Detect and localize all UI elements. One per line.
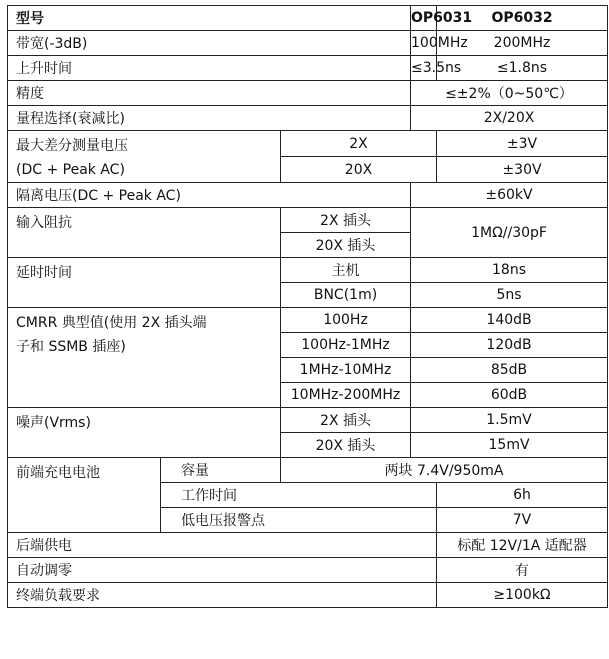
delay-time-item: BNC(1m) — [281, 283, 411, 308]
range-select-label: 量程选择(衰减比) — [8, 106, 411, 131]
rear-power-row — [8, 533, 608, 558]
cmrr-value: 85dB — [411, 358, 608, 383]
delay-time-value: 18ns — [411, 258, 608, 283]
front-battery-value: 两块 7.4V/950mA — [281, 458, 608, 483]
auto-zero-label: 自动调零 — [8, 558, 437, 583]
front-battery-item: 工作时间 — [161, 483, 437, 508]
cmrr-value: 60dB — [411, 383, 608, 408]
rear-power-value: 标配 12V/1A 适配器 — [437, 533, 608, 558]
front-battery-label: 前端充电电池 — [8, 458, 161, 533]
cmrr-freq: 1MHz-10MHz — [281, 358, 411, 383]
cmrr-freq: 100Hz — [281, 308, 411, 333]
cmrr-label-line1: CMRR 典型值(使用 2X 插头端 — [16, 315, 207, 331]
bandwidth-label: 带宽(-3dB) — [8, 31, 411, 56]
accuracy-row — [8, 81, 608, 106]
delay-time-row — [8, 258, 608, 283]
max-diff-voltage-label-line1: 最大差分测量电压 — [16, 138, 128, 154]
cmrr-label — [8, 308, 281, 408]
rear-power-label: 后端供电 — [8, 533, 437, 558]
termination-load-row — [8, 583, 608, 608]
noise-connector: 20X 插头 — [281, 433, 411, 458]
front-battery-item: 低电压报警点 — [161, 508, 437, 533]
cmrr-value: 140dB — [411, 308, 608, 333]
front-battery-value: 7V — [437, 508, 608, 533]
max-diff-voltage-label-line2: (DC + Peak AC) — [16, 162, 125, 178]
header-row — [8, 6, 608, 31]
bandwidth-op6031: 100MHz — [411, 31, 437, 56]
auto-zero-value: 有 — [437, 558, 608, 583]
delay-time-value: 5ns — [411, 283, 608, 308]
rise-time-row — [8, 56, 608, 81]
delay-time-label: 延时时间 — [8, 258, 281, 308]
noise-row — [8, 408, 608, 433]
max-diff-voltage-label — [8, 131, 281, 183]
input-impedance-connector: 2X 插头 — [281, 208, 411, 233]
input-impedance-label: 输入阻抗 — [8, 208, 281, 258]
rise-time-op6032: ≤1.8ns — [437, 56, 608, 81]
rise-time-op6031: ≤3.5ns — [411, 56, 437, 81]
rise-time-label: 上升时间 — [8, 56, 411, 81]
max-diff-voltage-row — [8, 131, 608, 157]
front-battery-row — [8, 458, 608, 483]
isolation-voltage-value: ±60kV — [411, 183, 608, 208]
delay-time-item: 主机 — [281, 258, 411, 283]
isolation-voltage-row — [8, 183, 608, 208]
bandwidth-op6032: 200MHz — [437, 31, 608, 56]
spec-table — [7, 5, 608, 608]
header-op6032: OP6032 — [437, 6, 608, 31]
accuracy-value: ≤±2%（0~50℃） — [411, 81, 608, 106]
cmrr-row — [8, 308, 608, 333]
isolation-voltage-label: 隔离电压(DC + Peak AC) — [8, 183, 411, 208]
input-impedance-value: 1MΩ//30pF — [411, 208, 608, 258]
auto-zero-row — [8, 558, 608, 583]
noise-value: 15mV — [411, 433, 608, 458]
termination-load-value: ≥100kΩ — [437, 583, 608, 608]
max-diff-voltage-value: ±3V — [437, 131, 608, 157]
cmrr-value: 120dB — [411, 333, 608, 358]
noise-label: 噪声(Vrms) — [8, 408, 281, 458]
termination-load-label: 终端负载要求 — [8, 583, 437, 608]
header-model-label: 型号 — [8, 6, 411, 31]
max-diff-voltage-value: ±30V — [437, 157, 608, 183]
noise-connector: 2X 插头 — [281, 408, 411, 433]
cmrr-freq: 100Hz-1MHz — [281, 333, 411, 358]
max-diff-voltage-range: 20X — [281, 157, 437, 183]
front-battery-item: 容量 — [161, 458, 281, 483]
noise-value: 1.5mV — [411, 408, 608, 433]
accuracy-label: 精度 — [8, 81, 411, 106]
input-impedance-row — [8, 208, 608, 233]
range-select-row — [8, 106, 608, 131]
cmrr-label-line2: 子和 SSMB 插座) — [16, 339, 126, 355]
front-battery-value: 6h — [437, 483, 608, 508]
cmrr-freq: 10MHz-200MHz — [281, 383, 411, 408]
input-impedance-connector: 20X 插头 — [281, 233, 411, 258]
bandwidth-row — [8, 31, 608, 56]
header-op6031: OP6031 — [411, 6, 437, 31]
max-diff-voltage-range: 2X — [281, 131, 437, 157]
range-select-value: 2X/20X — [411, 106, 608, 131]
